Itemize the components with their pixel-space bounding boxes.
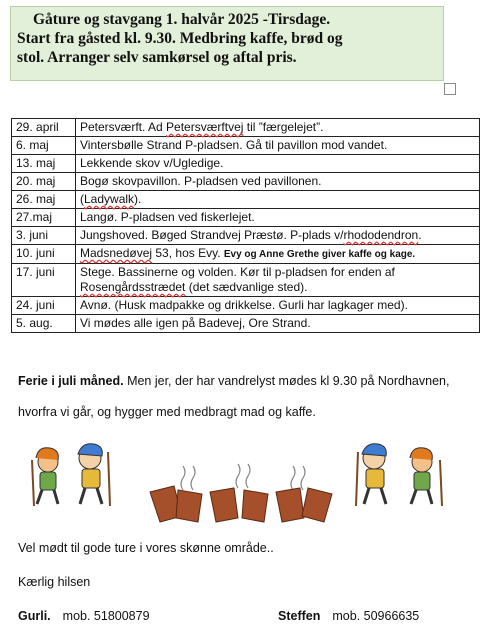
header-line-2: Start fra gåsted kl. 9.30. Medbring kaffe, brød og (17, 30, 343, 47)
header-box (10, 6, 444, 81)
row-description: Lekkende skov v/Ugledige. (76, 155, 480, 173)
row-text: Stege. Bassinerne og volden. Kør til p-pladsen for enden af (80, 265, 395, 279)
table-row (12, 137, 480, 155)
row-text: ). (134, 192, 142, 206)
table-row (12, 297, 480, 315)
row-text: Petersværft. Ad (80, 120, 167, 134)
underlined-text: Rosengårdsstrædet (80, 280, 186, 294)
table-row (12, 191, 480, 209)
contact-name: Gurli. (18, 609, 51, 623)
row-description (76, 119, 480, 137)
underlined-text: Ladywalk (84, 192, 135, 206)
row-description (76, 245, 480, 264)
summer-note-rest: Men jer, der har vandrelyst mødes kl 9.30 på Nordhavnen, (123, 374, 450, 388)
row-description (76, 227, 480, 245)
table-row (12, 245, 480, 264)
row-text: 53, hos Evy. (152, 246, 224, 260)
row-description (76, 264, 480, 297)
row-description: Vintersbølle Strand P-pladsen. Gå til pavillon mod vandet. (76, 137, 480, 155)
table-row (12, 119, 480, 137)
checkbox[interactable] (444, 83, 456, 95)
table-row (12, 264, 480, 297)
bold-note: Evy og Anne Grethe giver kaffe og kage. (223, 249, 416, 260)
row-description: Bogø skovpavillon. P-pladsen ved pavillonen. (76, 173, 480, 191)
underlined-text: Madsnedøvej (80, 246, 153, 260)
row-date: 6. maj (12, 137, 76, 155)
row-date: 3. juni (12, 227, 76, 245)
underlined-text: Petersværftvej (166, 120, 244, 134)
contact-phone: mob. 50966635 (332, 609, 420, 623)
row-date: 29. april (12, 119, 76, 137)
row-date: 26. maj (12, 191, 76, 209)
row-description: Vi mødes alle igen på Badevej, Ore Strand. (76, 315, 480, 333)
row-date: 10. juni (12, 245, 76, 264)
contact-name: Steffen (278, 609, 321, 623)
table-row (12, 227, 480, 245)
row-description: Langø. P-pladsen ved fiskerlejet. (76, 209, 480, 227)
row-text: ( (80, 192, 84, 206)
table-row (12, 315, 480, 333)
row-text: til ”færgelejet”. (243, 120, 324, 134)
summer-note-bold: Ferie i juli måned. (18, 374, 124, 388)
row-date: 20. maj (12, 173, 76, 191)
underlined-text: rhododendron (343, 228, 419, 242)
row-text: (det sædvanlige sted). (185, 280, 308, 294)
row-description: Avnø. (Husk madpakke og drikkelse. Gurli har lagkager med). (76, 297, 480, 315)
coffee-cup-icon (148, 462, 338, 524)
row-text: . (418, 228, 422, 242)
table-row (12, 209, 480, 227)
row-text: Jungshoved. Bøged Strandvej Præstø. P-plads v/ (80, 228, 344, 242)
closing-line-1: Vel mødt til gode ture i vores skønne område.. (18, 541, 274, 555)
header-line-1: Gåture og stavgang 1. halvår 2025 -Tirsdage. (33, 11, 331, 28)
hiker-cartoon-icon (352, 440, 448, 510)
schedule-table (11, 118, 480, 333)
row-date: 17. juni (12, 264, 76, 297)
hiker-cartoon-icon (28, 440, 116, 510)
summer-note (18, 374, 483, 388)
row-date: 5. aug. (12, 315, 76, 333)
table-row (12, 155, 480, 173)
closing-line-2: Kærlig hilsen (18, 575, 91, 589)
row-date: 27.maj (12, 209, 76, 227)
header-line-3: stol. Arranger selv samkørsel og aftal pris. (17, 49, 297, 66)
row-date: 13. maj (12, 155, 76, 173)
contact-phone: mob. 51800879 (62, 609, 150, 623)
table-row (12, 173, 480, 191)
summer-note-line2: hvorfra vi går, og hygger med medbragt mad og kaffe. (18, 405, 316, 419)
row-description (76, 191, 480, 209)
contact-steffen (278, 609, 419, 623)
row-date: 24. juni (12, 297, 76, 315)
contact-gurli (18, 609, 150, 623)
